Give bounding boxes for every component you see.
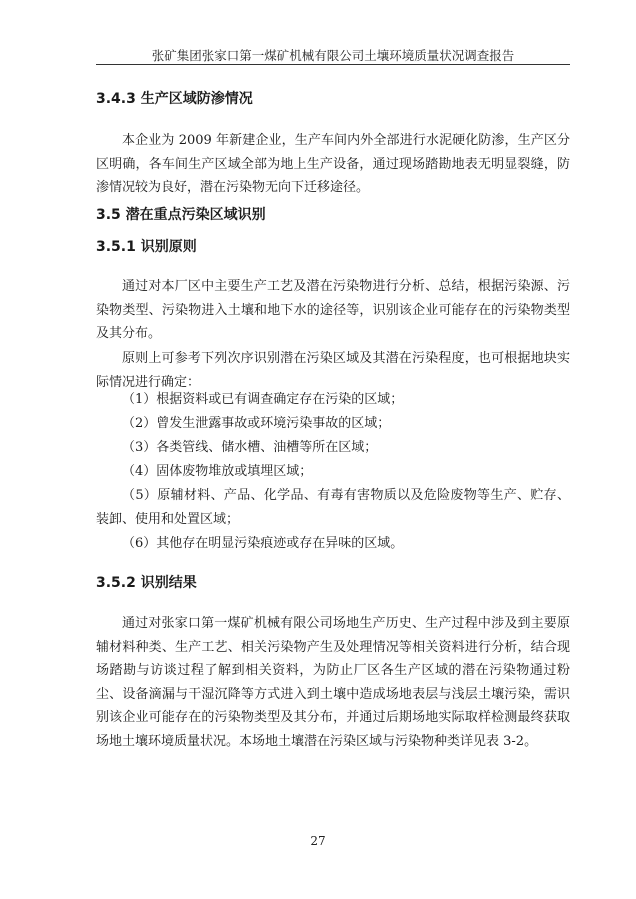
list-item: （5）原辅材料、产品、化学品、有毒有害物质以及危险废物等生产、贮存、装卸、使用和处置区域； (96, 488, 570, 527)
heading-3-5: 3.5 潜在重点污染区域识别 (96, 207, 266, 223)
heading-3-4-3: 3.4.3 生产区域防渗情况 (96, 91, 253, 107)
list-item: （3）各类管线、储水槽、油槽等所在区域； (122, 440, 378, 455)
paragraph-anti-seepage: 本企业为 2009 年新建企业，生产车间内外全部进行水泥硬化防渗，生产区分区明确，各车间生产区域全部为地上生产设备，通过现场踏勘地表无明显裂缝，防渗情况较为良好，潜在污染物无向下迁移途径。 (96, 133, 570, 195)
header-rule (96, 64, 570, 65)
heading-3-5-1: 3.5.1 识别原则 (96, 239, 197, 255)
heading-3-5-2: 3.5.2 识别结果 (96, 575, 197, 591)
list-item: （1）根据资料或已有调查确定存在污染的区域； (122, 392, 404, 407)
list-item: （2）曾发生泄露事故或环境污染事故的区域； (122, 416, 391, 431)
page-number: 27 (310, 834, 326, 848)
list-item: （6）其他存在明显污染痕迹或存在异味的区域。 (122, 536, 404, 551)
running-header: 张矿集团张家口第一煤矿机械有限公司土壤环境质量状况调查报告 (151, 48, 515, 63)
paragraph-principle-order: 原则上可参考下列次序识别潜在污染区域及其潜在污染程度，也可根据地块实际情况进行确定： (96, 351, 570, 390)
paragraph-identification-result: 通过对张家口第一煤矿机械有限公司场地生产历史、生产过程中涉及到主要原辅材料种类、生产工艺、相关污染物产生及处理情况等相关资料进行分析，结合现场踏勘与访谈过程了解到相关资料，为防止厂区各生产区域的潜在污染物通过粉尘、设备滴漏与干湿沉降等方式进入到土壤中造成场地表层与浅层土壤污染，需识别该企业可能存在的污染物类型及其分布，并通过后期场地实际取样检测最终获取场地土壤环境质量状况。本场地土壤潜在污染区域与污染物种类详见表 3-2。 (96, 616, 570, 749)
paragraph-principle-intro: 通过对本厂区中主要生产工艺及潜在污染物进行分析、总结，根据污染源、污染物类型、污染物进入土壤和地下水的途径等，识别该企业可能存在的污染物类型及其分布。 (96, 279, 570, 341)
list-item: （4）固体废物堆放或填埋区域； (122, 464, 313, 479)
